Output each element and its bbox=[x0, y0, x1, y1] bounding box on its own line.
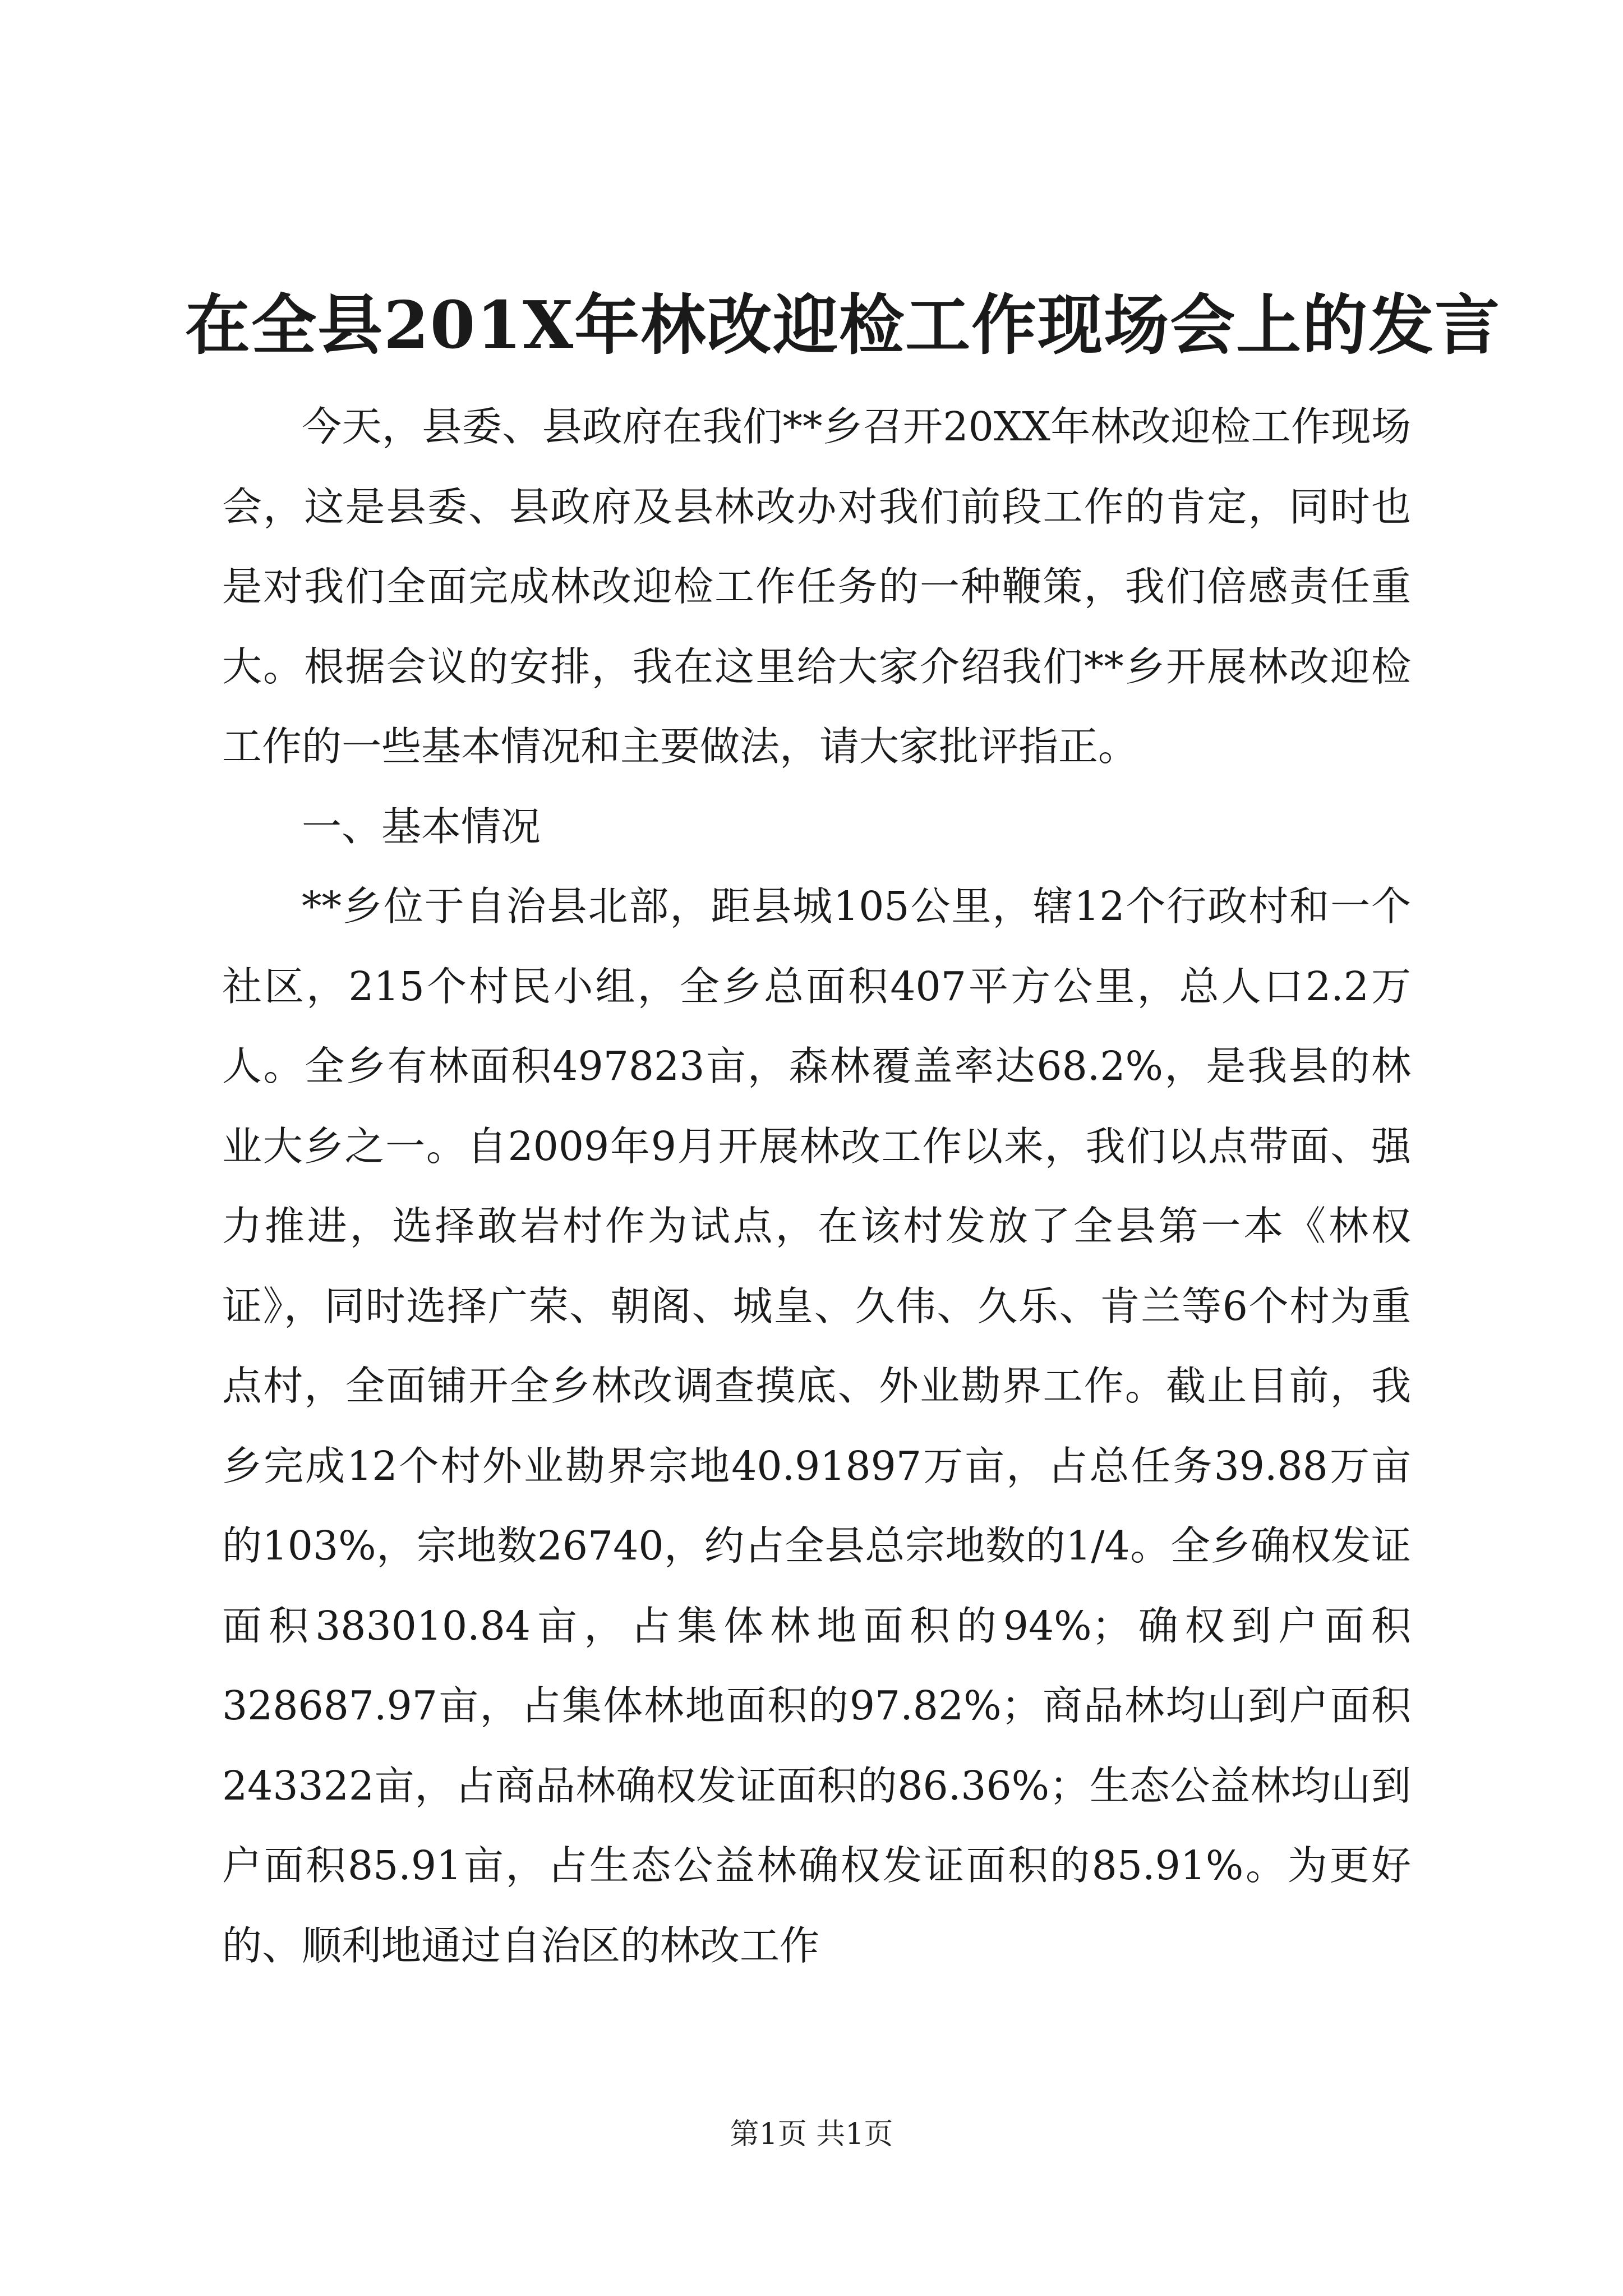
page-footer: 第1页 共1页 bbox=[730, 2118, 893, 2151]
page-title: 在全县201X年林改迎检工作现场会上的发言 bbox=[185, 287, 1501, 364]
section-heading-basic-situation: 一、基本情况 bbox=[302, 803, 541, 850]
paragraph-basic-situation: **乡位于自治县北部，距县城105公里，辖12个行政村和一个社区，215个村民小组，全乡总面积407平方公里，总人口2.2万人。全乡有林面积497823亩，森林覆盖率达68.2%，是我县的林业大乡之一。自2009年9月开展林改工作以来，我们以点带面、强力推进，选择敢岩村作为试点，在该村发放了全县第一本《林权证》，同时选择广荣、朝阁、城皇、久伟、久乐、肯兰等6个村为重点村，全面铺开全乡林改调查摸底、外业勘界工作。截止目前，我乡完成12个村外业勘界宗地40.91897万亩，占总任务39.88万亩的103%，宗地数26740，约占全县总宗地数的1/4。全乡确权发证面积383010.84亩，占集体林地面积的94%；确权到户面积328687.97亩，占集体林地面积的97.82%；商品林均山到户面积243322亩，占商品林确权发证面积的86.36%；生态公益林均山到户面积85.91亩，占生态公益林确权发证面积的85.91%。为更好的、顺利地通过自治区的林改工作 bbox=[222, 883, 1411, 1969]
document-body bbox=[222, 387, 1411, 1986]
paragraph-intro: 今天，县委、县政府在我们**乡召开20XX年林改迎检工作现场会，这是县委、县政府及县林改办对我们前段工作的肯定，同时也是对我们全面完成林改迎检工作任务的一种鞭策，我们倍感责任重大。根据会议的安排，我在这里给大家介绍我们**乡开展林改迎检工作的一些基本情况和主要做法，请大家批评指正。 bbox=[222, 403, 1411, 770]
